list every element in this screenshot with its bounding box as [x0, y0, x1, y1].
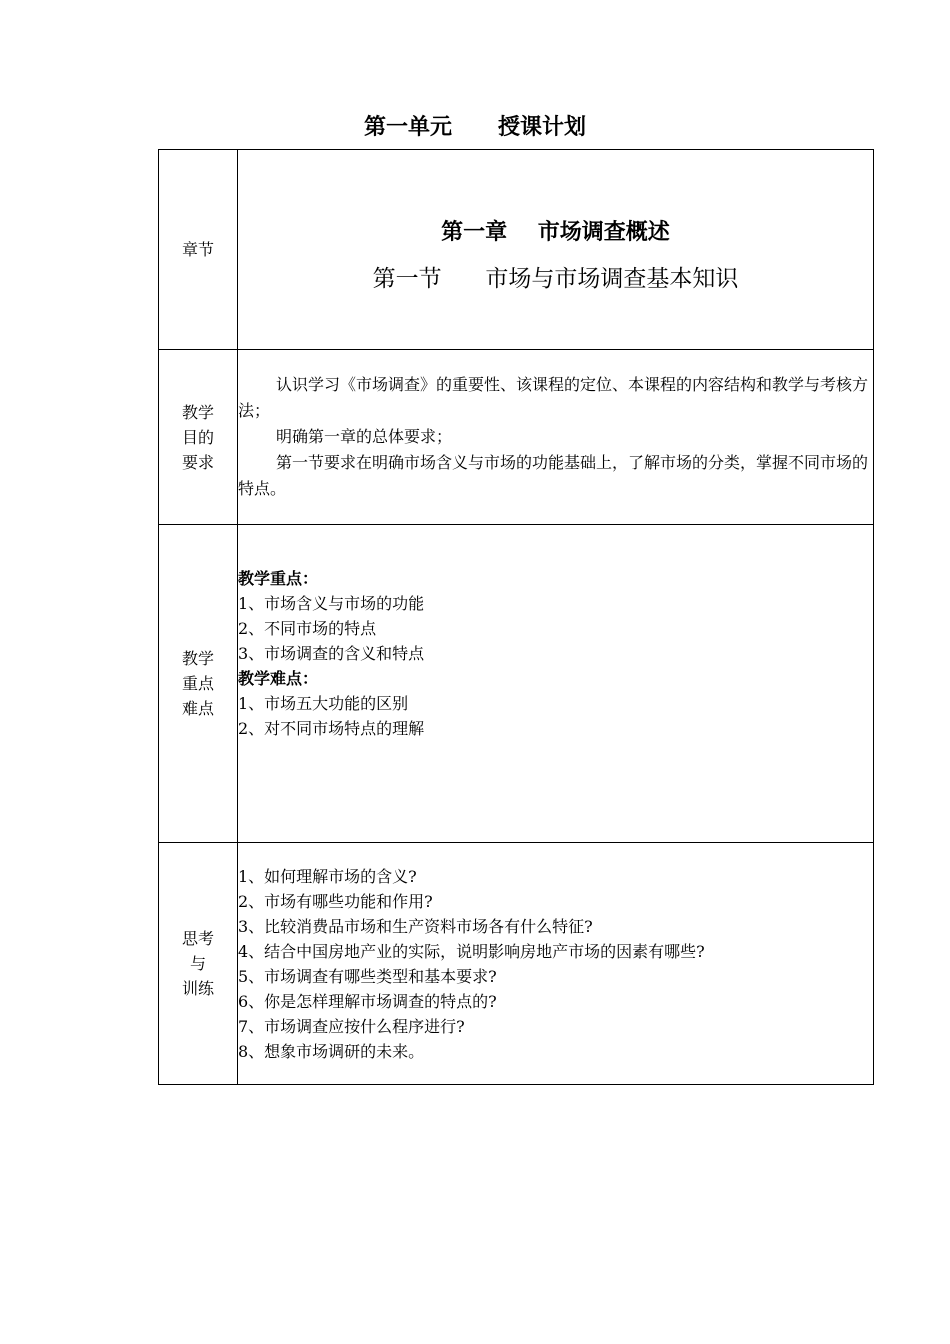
row-label-chapter	[159, 150, 238, 350]
row-label-line: 目的	[181, 427, 214, 447]
row-label-line: 重点	[181, 674, 214, 693]
row-label-line: 难点	[181, 699, 214, 718]
row-label-line: 教学	[181, 649, 214, 668]
difficulty-heading: 教学难点：	[238, 669, 319, 688]
list-item: 1、市场五大功能的区别	[238, 694, 409, 713]
section-title: 第一节 市场与市场调查基本知识	[372, 265, 739, 292]
thinking-cell	[238, 843, 874, 1085]
chapter-title: 第一章 市场调查概述	[441, 219, 670, 245]
row-label-goals	[159, 350, 238, 525]
table-row-thinking	[159, 843, 874, 1085]
goals-cell	[238, 350, 874, 525]
lesson-plan-table	[158, 149, 874, 1085]
list-item: 2、对不同市场特点的理解	[238, 719, 425, 738]
chapter-cell	[238, 150, 874, 350]
list-item: 2、不同市场的特点	[238, 619, 377, 638]
list-item: 1、市场含义与市场的功能	[238, 594, 425, 613]
row-label-line: 思考	[181, 929, 214, 948]
table-row-goals	[159, 350, 874, 525]
list-item: 3、比较消费品市场和生产资料市场各有什么特征?	[238, 916, 593, 936]
goal-paragraph: 第一节要求在明确市场含义与市场的功能基础上，了解市场的分类，掌握不同市场的特点。	[238, 453, 869, 498]
key-points-cell	[238, 525, 874, 843]
page-title: 第一单元 授课计划	[364, 115, 586, 140]
list-item: 2、市场有哪些功能和作用?	[238, 891, 433, 911]
list-item: 5、市场调查有哪些类型和基本要求?	[238, 966, 497, 986]
list-item: 6、你是怎样理解市场调查的特点的?	[238, 991, 497, 1011]
table-row-chapter	[159, 150, 874, 350]
row-label-line: 要求	[181, 452, 214, 472]
focus-heading: 教学重点：	[238, 569, 319, 588]
goal-paragraph: 明确第一章的总体要求；	[276, 427, 453, 446]
list-item: 3、市场调查的含义和特点	[238, 644, 425, 663]
row-label-thinking	[159, 843, 238, 1085]
row-label-line: 章节	[181, 240, 214, 259]
row-label-line: 教学	[181, 402, 214, 422]
list-item: 7、市场调查应按什么程序进行?	[238, 1016, 465, 1036]
list-item: 8、想象市场调研的未来。	[238, 1041, 425, 1061]
list-item: 1、如何理解市场的含义?	[238, 866, 417, 886]
list-item: 4、结合中国房地产业的实际，说明影响房地产市场的因素有哪些?	[238, 941, 705, 961]
table-row-key-points	[159, 525, 874, 843]
goal-paragraph: 认识学习《市场调查》的重要性、该课程的定位、本课程的内容结构和教学与考核方法；	[238, 375, 869, 420]
row-label-line: 训练	[181, 979, 214, 998]
row-label-key-points	[159, 525, 238, 843]
row-label-line: 与	[189, 954, 206, 973]
